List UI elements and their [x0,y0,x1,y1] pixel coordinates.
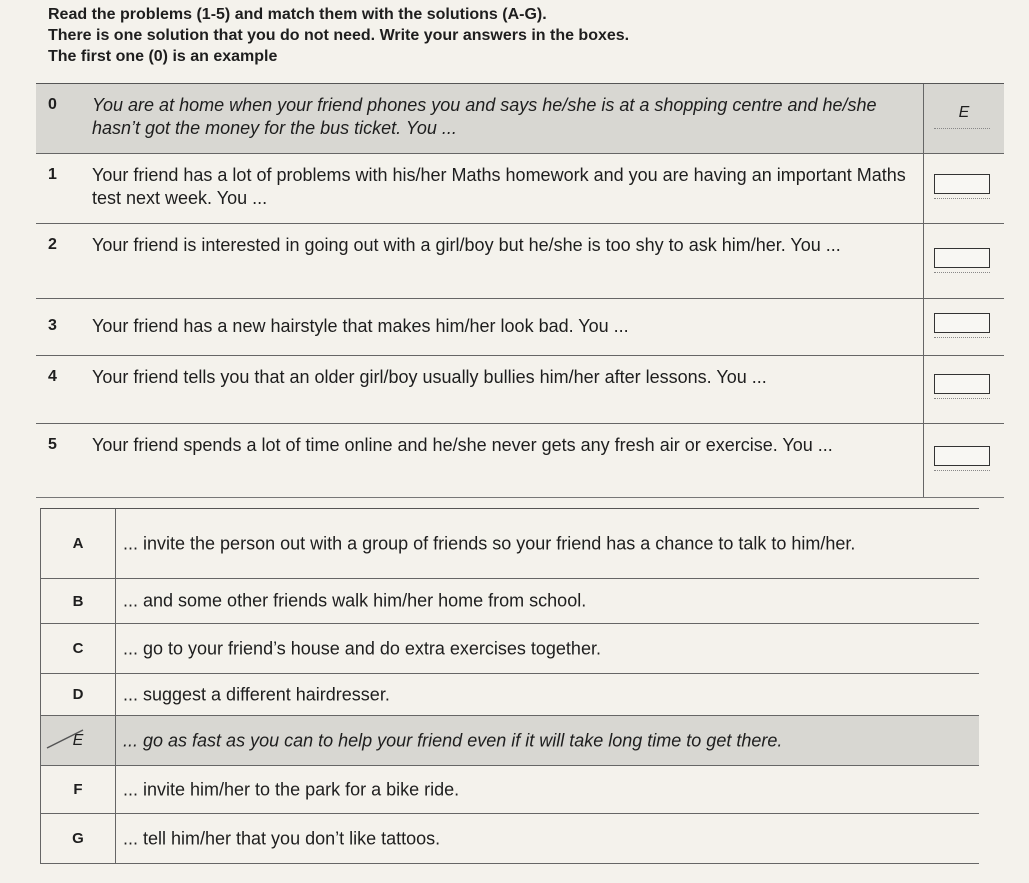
problem-row-3 [36,299,1004,356]
instructions [48,4,629,67]
solution-letter: E [41,716,116,765]
solution-letter: D [41,674,116,715]
solution-row-f [41,766,979,814]
problem-text: Your friend has a lot of problems with his/her Maths homework and you are having an important Maths test next week. You ... [92,165,906,208]
solution-row-d [41,674,979,716]
solution-row-e [41,716,979,766]
solution-letter: A [41,509,116,578]
solutions-table [40,508,979,864]
answer-cell [923,224,1004,298]
problem-row-5 [36,424,1004,498]
answer-dotted-line [934,337,990,338]
solution-text: ... invite him/her to the park for a bike ride. [123,779,460,799]
solution-letter: G [41,814,116,863]
answer-dotted-line [934,198,990,199]
answer-dotted-line [934,470,990,471]
problem-text: Your friend tells you that an older girl/boy usually bullies him/her after lessons. You ... [92,367,767,387]
problem-row-1 [36,154,1004,224]
instruction-line-1: Read the problems (1-5) and match them with the solutions (A-G). [48,6,547,23]
problem-number: 4 [48,368,57,385]
answer-box-1[interactable] [934,174,990,194]
answer-cell [923,154,1004,223]
problem-row-2 [36,224,1004,299]
problem-row-4 [36,356,1004,424]
problem-number: 2 [48,236,57,253]
instruction-line-3: The first one (0) is an example [48,48,278,65]
example-answer: E [958,104,970,121]
slash-mark-icon [43,726,113,750]
problem-text: Your friend is interested in going out with a girl/boy but he/she is too shy to ask him/her. You ... [92,235,841,255]
solution-row-a [41,509,979,579]
solution-text: ... and some other friends walk him/her home from school. [123,590,587,611]
instruction-line-2: There is one solution that you do not need. Write your answers in the boxes. [48,27,630,44]
solution-text: ... go to your friend’s house and do extra exercises together. [123,638,601,658]
solution-text: ... tell him/her that you don’t like tattoos. [123,828,441,848]
solution-row-c [41,624,979,674]
problem-number: 3 [48,317,57,334]
answer-box-3[interactable] [934,313,990,333]
answer-dotted-line [934,398,990,399]
problems-table [36,83,1004,498]
problem-number: 5 [48,436,57,453]
answer-cell [923,424,1004,497]
problem-text: Your friend has a new hairstyle that makes him/her look bad. You ... [92,316,629,336]
solution-letter: C [41,624,116,673]
answer-cell [923,299,1004,355]
answer-box-5[interactable] [934,446,990,466]
answer-box-4[interactable] [934,374,990,394]
solution-letter: F [41,766,116,813]
solution-text: ... invite the person out with a group of friends so your friend has a chance to talk to him/her. [123,533,856,553]
answer-cell [923,356,1004,423]
solution-text: ... go as fast as you can to help your friend even if it will take long time to get there. [123,730,783,750]
solution-row-b [41,579,979,624]
solution-row-g [41,814,979,864]
answer-dotted-line [934,128,990,129]
answer-cell [923,84,1004,153]
solution-letter: B [41,579,116,623]
problem-number: 0 [48,96,57,113]
problem-text: Your friend spends a lot of time online and he/she never gets any fresh air or exercise. You ... [92,435,833,455]
solution-text: ... suggest a different hairdresser. [123,684,390,704]
problem-row-0 [36,84,1004,154]
answer-dotted-line [934,272,990,273]
problem-number: 1 [48,166,57,183]
problem-text: You are at home when your friend phones you and says he/she is at a shopping centre and he/she hasn’t got the money for the bus ticket. You ... [92,95,877,138]
answer-box-2[interactable] [934,248,990,268]
